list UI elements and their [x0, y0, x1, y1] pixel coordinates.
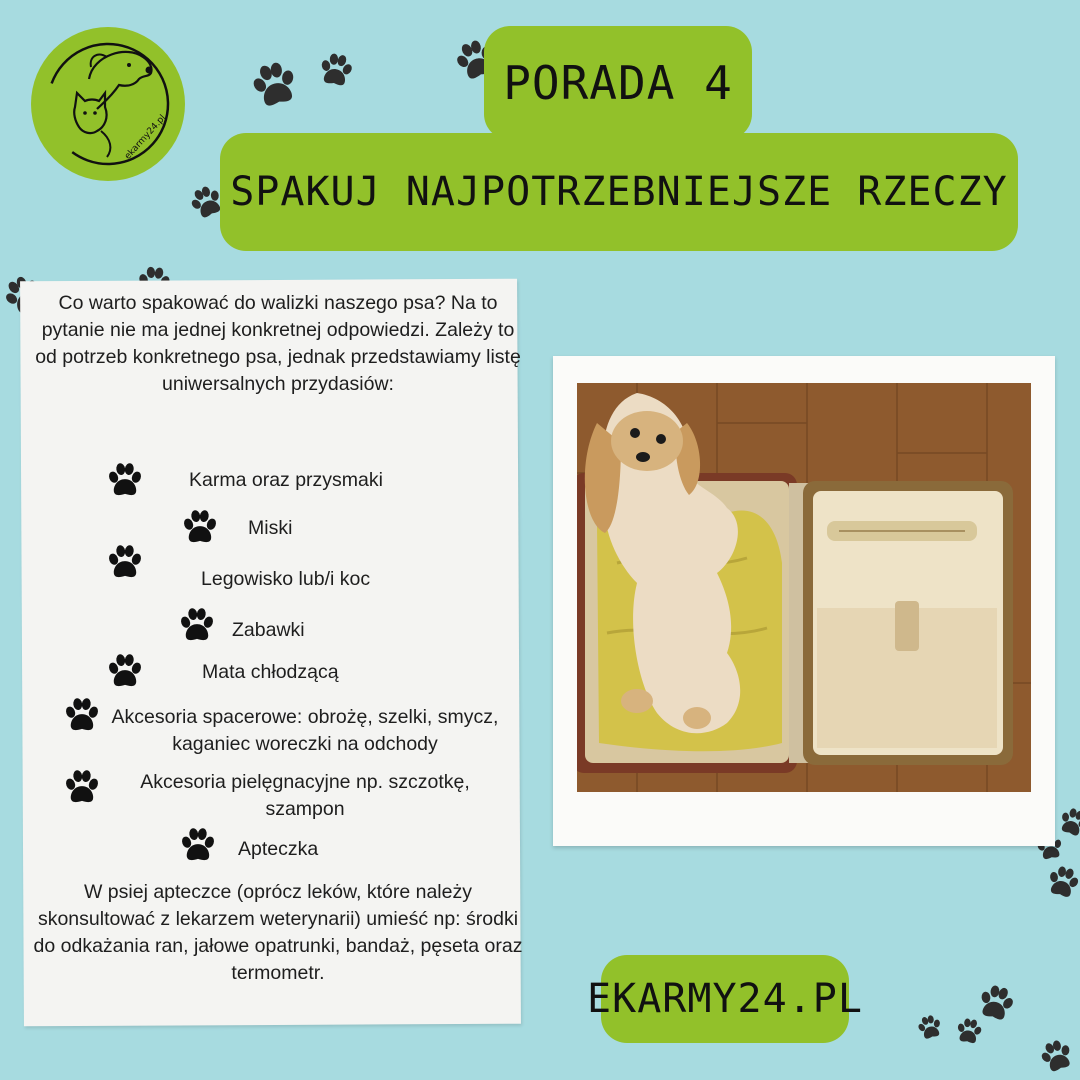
paw-icon	[63, 769, 101, 807]
list-item: Miski	[248, 517, 293, 539]
photo-frame	[553, 356, 1055, 846]
dog-cat-logo-icon	[31, 27, 185, 181]
list-item: Akcesoria pielęgnacyjne np. szczotkę, szampon	[140, 771, 470, 820]
list-item: Legowisko lub/i koc	[201, 568, 371, 590]
paw-decoration-icon	[953, 1016, 985, 1048]
brand-logo	[31, 27, 185, 181]
paw-decoration-icon	[315, 50, 357, 92]
paw-icon	[106, 462, 144, 500]
paw-icon	[106, 544, 144, 582]
paw-icon	[179, 827, 217, 865]
outro-paragraph: W psiej apteczce (oprócz leków, które należy skonsultować z lekarzem weterynarii) umieść np: środki do odkażania ran, jałowe opatrunki, bandaż, pęseta oraz termometr.	[33, 881, 523, 984]
paw-icon	[181, 509, 219, 547]
list-item: Akcesoria spacerowe: obrożę, szelki, smycz, kaganiec woreczki na odchody	[111, 706, 499, 755]
paw-decoration-icon	[1042, 862, 1080, 904]
paw-icon	[106, 653, 144, 691]
intro-paragraph: Co warto spakować do walizki naszego psa? Na to pytanie nie ma jednej konkretnej odpowiedzi. Zależy to od potrzeb konkretnego psa, jednak przedstawiamy listę uniwersalnych przydasiów:	[35, 292, 521, 395]
list-item: Mata chłodzącą	[202, 661, 339, 683]
paw-icon	[63, 697, 101, 735]
page-title: SPAKUJ NAJPOTRZEBNIEJSZE RZECZY	[220, 133, 1018, 251]
dog-in-suitcase-image	[577, 383, 1031, 792]
paw-icon	[178, 607, 216, 645]
paw-decoration-icon	[914, 1012, 946, 1044]
website-label: EKARMY24.PL	[601, 955, 849, 1043]
paw-decoration-icon	[246, 57, 305, 116]
list-item: Zabawki	[232, 619, 305, 641]
paw-decoration-icon	[1035, 1035, 1079, 1079]
list-item: Karma oraz przysmaki	[189, 469, 383, 491]
list-item: Apteczka	[238, 838, 319, 860]
logo-brand-text: ekarmy24.pl	[123, 113, 169, 162]
tip-number-label: PORADA 4	[484, 26, 752, 140]
